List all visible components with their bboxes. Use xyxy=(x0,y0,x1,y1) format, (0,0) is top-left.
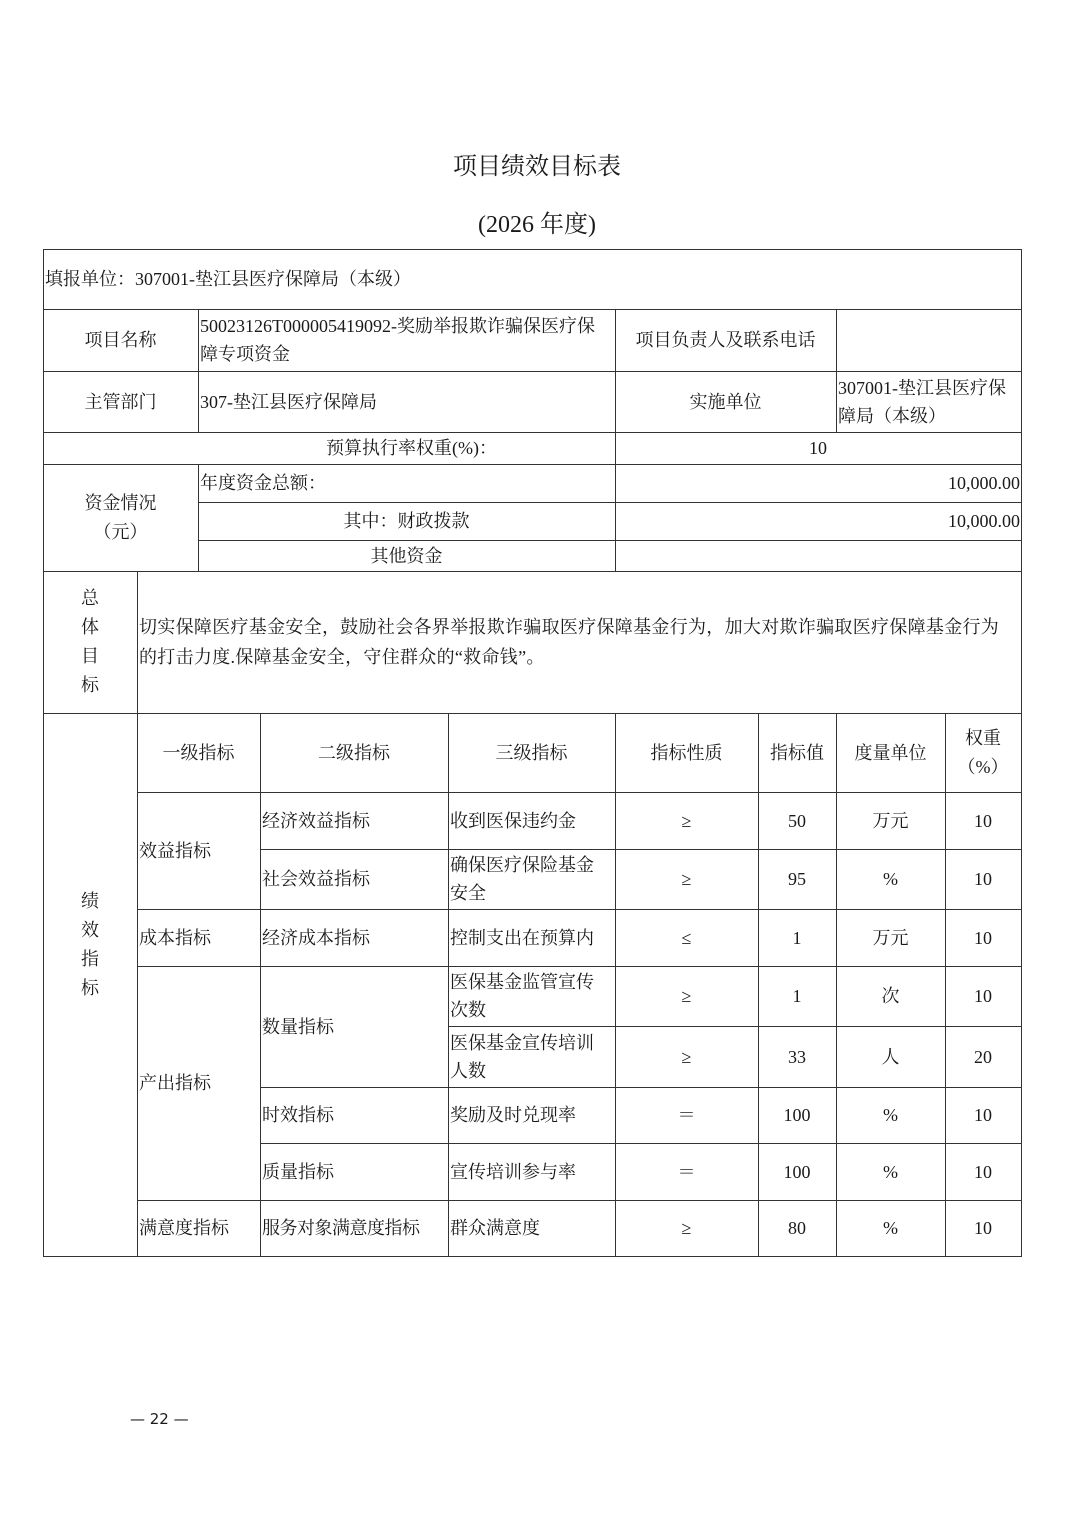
performance-indicators-label xyxy=(43,713,137,1256)
unit-cell: % xyxy=(883,869,898,889)
value-cell: 100 xyxy=(783,1105,811,1125)
nature-cell: ≤ xyxy=(681,927,692,948)
level2-timeliness: 时效指标 xyxy=(262,1105,334,1125)
level2-quality: 质量指标 xyxy=(262,1161,334,1182)
page-number: — 22 — xyxy=(130,1410,189,1428)
value-cell: 100 xyxy=(783,1161,811,1182)
nature-cell: ＝ xyxy=(677,1105,696,1125)
level2-quantity: 数量指标 xyxy=(262,1016,334,1037)
project-name-label: 项目名称 xyxy=(84,330,157,350)
overall-goal-char: 标 xyxy=(81,675,99,695)
level3-cell: 收到医保违约金 xyxy=(450,810,576,831)
unit-cell: 次 xyxy=(881,986,900,1006)
fund-other-label: 其他资金 xyxy=(370,545,443,566)
level3-cell: 宣传培训参与率 xyxy=(450,1161,576,1182)
document-title: 项目绩效目标表 xyxy=(453,154,621,180)
nature-cell: ≥ xyxy=(681,986,692,1006)
project-contact-label: 项目负责人及联系电话 xyxy=(635,330,816,350)
header-level3: 三级指标 xyxy=(495,742,568,763)
fund-total-label: 年度资金总额： xyxy=(200,473,326,493)
level3-cell: 控制支出在预算内 xyxy=(450,927,594,948)
implementer-value: 307001-垫江县医疗保障局（本级） xyxy=(838,377,1006,426)
nature-cell: ≥ xyxy=(681,1046,692,1067)
project-name-value: 50023126T000005419092-奖励举报欺诈骗保医疗保障专项资金 xyxy=(200,316,595,364)
budget-weight-value: 10 xyxy=(809,438,827,458)
value-cell: 1 xyxy=(792,986,802,1006)
level1-cost: 成本指标 xyxy=(139,927,211,948)
header-weight xyxy=(945,713,1021,792)
header-weight-line1: 权重 xyxy=(965,727,1001,748)
level1-benefit: 效益指标 xyxy=(139,840,211,861)
weight-cell: 10 xyxy=(974,810,992,831)
unit-cell: % xyxy=(883,1161,898,1182)
nature-cell: ≥ xyxy=(681,1218,692,1238)
header-value: 指标值 xyxy=(770,742,824,763)
nature-cell: ≥ xyxy=(681,869,692,889)
supervisor-label: 主管部门 xyxy=(84,391,157,412)
performance-label-char: 绩 xyxy=(81,890,99,911)
weight-cell: 10 xyxy=(974,1105,992,1125)
performance-label-char: 标 xyxy=(81,977,99,998)
table-line xyxy=(43,1256,1022,1257)
level3-cell: 群众满意度 xyxy=(450,1218,540,1238)
weight-cell: 10 xyxy=(974,986,992,1006)
level3-cell: 确保医疗保险基金安全 xyxy=(450,855,594,903)
level2-service-satisfaction: 服务对象满意度指标 xyxy=(262,1218,420,1238)
overall-goal-char: 目 xyxy=(81,646,99,666)
value-cell: 33 xyxy=(788,1046,806,1067)
value-cell: 1 xyxy=(792,927,802,948)
reporting-unit: 填报单位：307001-垫江县医疗保障局（本级） xyxy=(45,269,411,289)
level1-satisfaction: 满意度指标 xyxy=(139,1218,229,1238)
funds-label-cell xyxy=(43,464,198,571)
header-level2: 二级指标 xyxy=(318,742,390,763)
performance-label-char: 效 xyxy=(81,919,99,940)
implementer-label: 实施单位 xyxy=(689,391,762,412)
weight-cell: 10 xyxy=(974,1218,992,1238)
level3-cell: 医保基金宣传培训人数 xyxy=(450,1032,594,1081)
overall-goal-char: 体 xyxy=(81,617,99,637)
fund-fiscal-label: 其中：财政拨款 xyxy=(343,511,470,531)
fund-other-value xyxy=(615,540,1021,571)
project-contact-value xyxy=(836,309,1021,371)
unit-cell: % xyxy=(883,1105,898,1125)
budget-weight-label: 预算执行率权重(%)： xyxy=(326,438,497,458)
performance-label-char: 指 xyxy=(81,948,99,969)
unit-cell: % xyxy=(883,1218,898,1238)
nature-cell: ≥ xyxy=(681,810,692,831)
header-weight-line2: （%） xyxy=(957,756,1009,777)
weight-cell: 10 xyxy=(974,1161,992,1182)
weight-cell: 20 xyxy=(974,1046,992,1067)
overall-goal-text: 切实保障医疗基金安全，鼓励社会各界举报欺诈骗取医疗保障基金行为，加大对欺诈骗取医疗保障基金行为的打击力度.保障基金安全，守住群众的“救命钱”。 xyxy=(139,617,1000,667)
level2-economic-benefit: 经济效益指标 xyxy=(262,810,370,831)
weight-cell: 10 xyxy=(974,869,992,889)
nature-cell: ＝ xyxy=(677,1161,696,1182)
unit-cell: 人 xyxy=(881,1046,900,1067)
header-level1: 一级指标 xyxy=(162,742,235,763)
value-cell: 50 xyxy=(788,810,806,831)
document-subtitle: (2026 年度) xyxy=(478,212,596,238)
level2-economic-cost: 经济成本指标 xyxy=(262,927,370,948)
header-unit: 度量单位 xyxy=(854,742,927,763)
value-cell: 95 xyxy=(788,869,806,889)
level3-cell: 奖励及时兑现率 xyxy=(450,1105,576,1125)
header-nature: 指标性质 xyxy=(650,742,723,763)
table-line xyxy=(1021,249,1022,1257)
fund-fiscal-value: 10,000.00 xyxy=(948,511,1020,531)
unit-cell: 万元 xyxy=(872,810,909,831)
supervisor-value: 307-垫江县医疗保障局 xyxy=(200,391,377,412)
funds-label: 资金情况（元） xyxy=(84,492,157,542)
fund-total-value: 10,000.00 xyxy=(948,473,1020,493)
overall-goal-char: 总 xyxy=(81,588,99,608)
level3-cell: 医保基金监管宣传次数 xyxy=(450,972,594,1020)
weight-cell: 10 xyxy=(974,927,992,948)
level1-output: 产出指标 xyxy=(139,1073,211,1093)
unit-cell: 万元 xyxy=(872,927,909,948)
value-cell: 80 xyxy=(788,1218,806,1238)
level2-social-benefit: 社会效益指标 xyxy=(262,869,370,889)
overall-goal-label xyxy=(43,571,137,713)
